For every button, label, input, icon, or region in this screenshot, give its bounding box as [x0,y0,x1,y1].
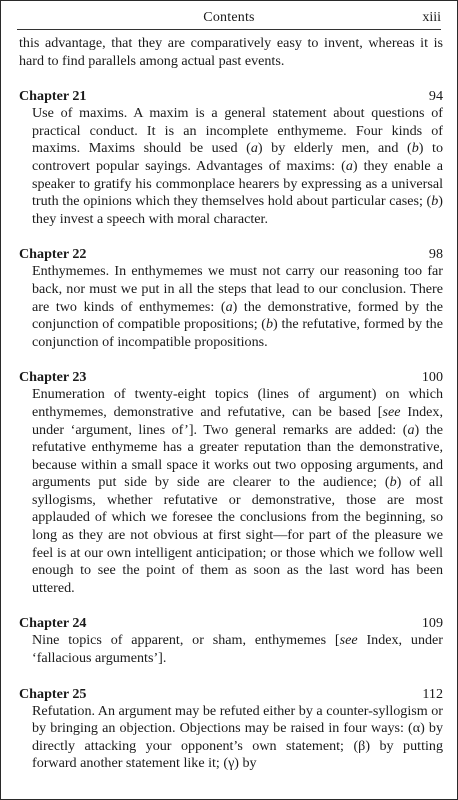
page-number: xiii [422,10,441,25]
chapter-summary: Nine topics of apparent, or sham, enthymemes [see Index, under ‘fallacious arguments’]. [32,632,443,667]
chapter-page-number: 109 [421,615,443,632]
chapter-entry-21 [19,87,443,228]
chapter-entry-25 [19,685,443,773]
chapter-heading [19,685,443,703]
chapter-summary: Enthymemes. In enthymemes we must not carry our reasoning too far back, nor must we put in all the steps that lead to our conclusion. There are two kinds of enthymemes: (a) the demonstrative, formed by the conjunction of compatible propositions; (b) the refutative, formed by the conjunction of incompatible propositions. [32,263,443,350]
chapter-title: Chapter 22 [19,246,87,263]
chapter-page-number: 112 [422,685,443,702]
continued-paragraph: this advantage, that they are comparatively easy to invent, whereas it is hard to find parallels among actual past events. [19,35,443,69]
chapter-page-number: 94 [428,88,443,105]
chapter-title: Chapter 25 [19,685,87,702]
chapter-heading [19,368,443,386]
chapter-title: Chapter 21 [19,88,87,105]
chapter-heading [19,87,443,105]
chapter-page-number: 100 [421,369,443,386]
running-head-title: Contents [203,10,255,25]
chapter-entry-24 [19,614,443,667]
chapter-summary: Refutation. An argument may be refuted either by a counter-syllogism or by bringing an objection. Objections may be raised in four ways: (α) by directly attacking your opponent’s own statement; (β) by putting forward another statement like it; (γ) by [32,702,443,772]
contents-body [19,35,443,773]
chapter-entry-22 [19,245,443,351]
chapter-page-number: 98 [428,246,443,263]
chapter-heading [19,245,443,263]
chapter-entry-23 [19,368,443,597]
chapter-title: Chapter 23 [19,369,87,386]
running-head [17,7,441,30]
chapter-heading [19,614,443,632]
chapter-summary: Use of maxims. A maxim is a general statement about questions of practical conduct. It is an incomplete enthymeme. Four kinds of maxims. Maxims should be used (a) by elderly men, and (b) to controvert popular sayings. Advantages of maxims: (a) they enable a speaker to gratify his commonplace hearers by expressing as a universal truth the opinions which they themselves hold about particular cases; (b) they invest a speech with moral character. [32,105,444,227]
chapter-summary: Enumeration of twenty-eight topics (lines of argument) on which enthymemes, demonstrative and refutative, can be based [see Index, under ‘argument, lines of’]. Two general remarks are added: (a) the refutative enthymeme has a greater reputation than the demonstrative, because within a small space it works out two opposing arguments, and arguments put side by side are clearer to the audience; (b) of all syllogisms, whether refutative or demonstrative, those are most applauded of which we foresee the conclusions from the beginning, so long as they are not obvious at first sight—for part of the pleasure we feel is at our own intelligent anticipation; or those which we follow well enough to see the point of them as soon as the last word has been uttered. [32,386,444,596]
chapter-title: Chapter 24 [19,615,87,632]
